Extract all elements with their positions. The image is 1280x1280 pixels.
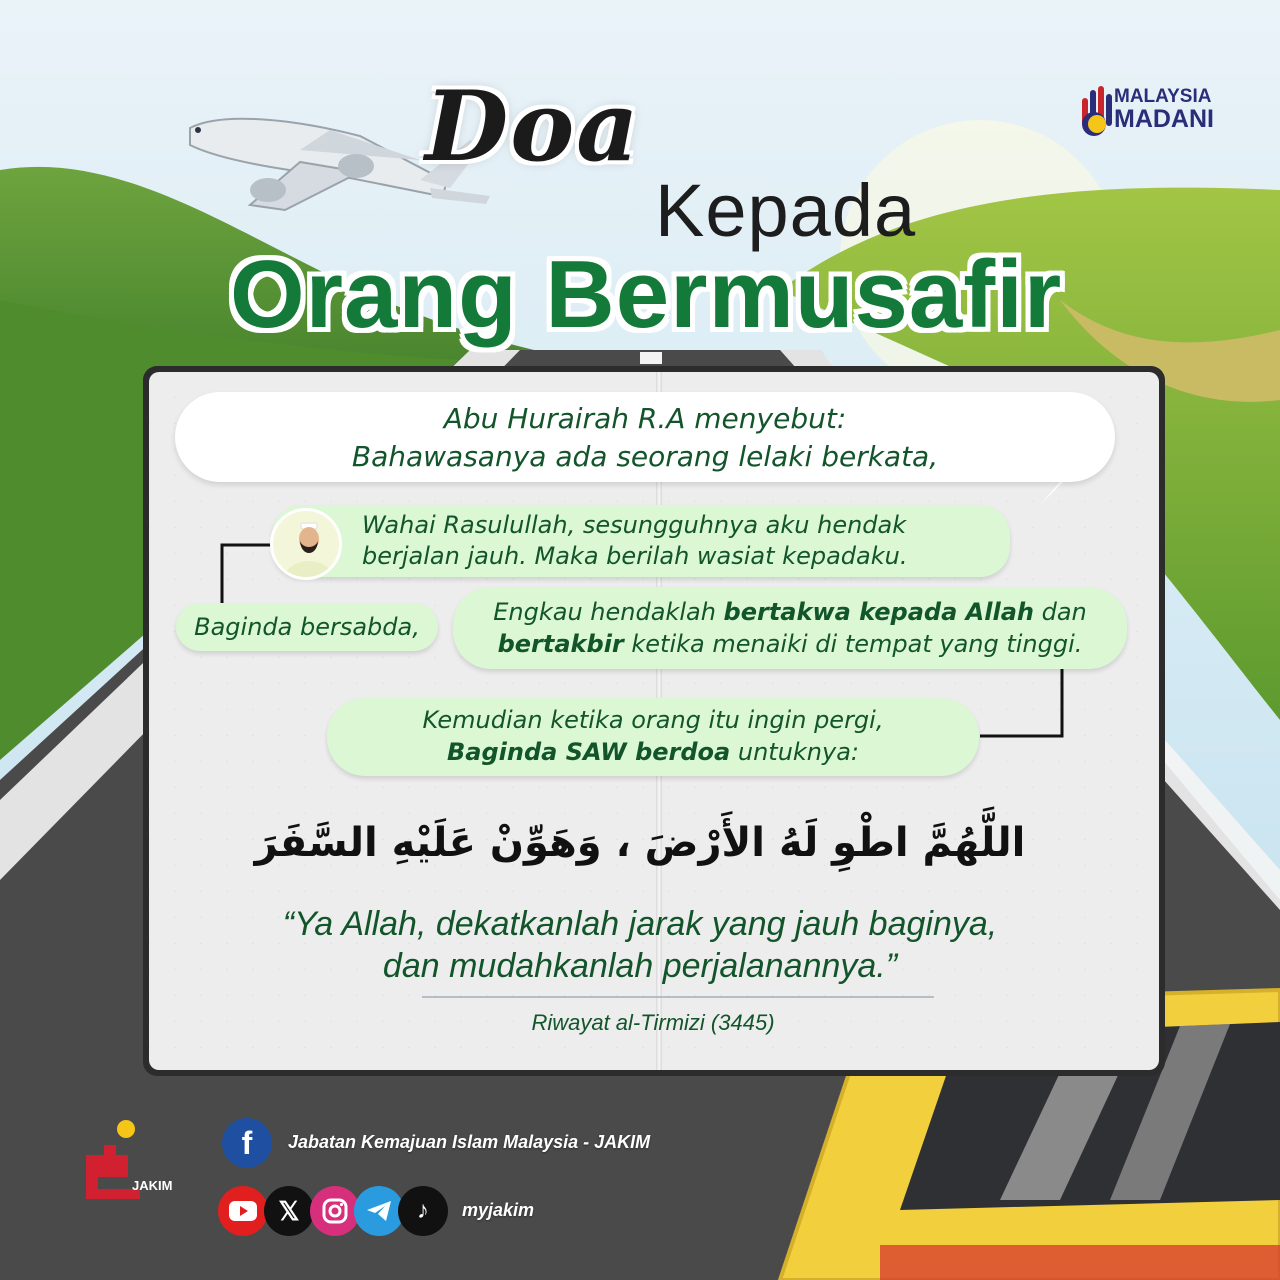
x-icon[interactable]: 𝕏 [264, 1186, 314, 1236]
narration-line2: Bahawasanya ada seorang lelaki berkata, [351, 440, 939, 473]
speech-text: dan [1033, 598, 1087, 626]
prophet-speech-bubble [453, 587, 1127, 669]
prophet-label-bubble: Baginda bersabda, [176, 603, 438, 651]
narration-bubble [175, 392, 1115, 482]
departure-bold-text: Baginda SAW berdoa [446, 738, 731, 766]
logo-line1: MALAYSIA [1114, 86, 1212, 107]
departure-bubble [327, 698, 979, 776]
speech-text: Engkau hendaklah [493, 598, 724, 626]
page-title: Orang Bermusafir [230, 241, 1063, 348]
translation-line2: dan mudahkanlah perjalanannya.” [382, 947, 898, 985]
instagram-icon[interactable] [310, 1186, 360, 1236]
speech-bold-text: bertakwa kepada Allah [723, 598, 1034, 626]
man-speech-line1: Wahai Rasulullah, sesungguhnya aku hendak [362, 511, 907, 539]
telegram-icon[interactable] [354, 1186, 404, 1236]
speech-bold-text: bertakbir [497, 630, 624, 658]
man-speech-bubble [272, 505, 1010, 577]
speech-text: ketika menaiki di tempat yang tinggi. [623, 630, 1083, 658]
man-avatar [270, 508, 342, 580]
departure-line1: Kemudian ketika orang itu ingin pergi, [422, 706, 884, 734]
doa-arabic-text: اللَّهُمَّ اطْوِ لَهُ الأَرْضَ ، وَهَوِّنْ عَلَيْهِ السَّفَرَ [254, 820, 1026, 866]
divider [422, 996, 934, 998]
facebook-page-link[interactable]: Jabatan Kemajuan Islam Malaysia - JAKIM [288, 1132, 651, 1152]
doa-translation [170, 903, 1110, 987]
youtube-icon[interactable] [218, 1186, 268, 1236]
departure-text: untuknya: [730, 738, 860, 766]
tiktok-icon[interactable]: ♪ [398, 1186, 448, 1236]
facebook-icon[interactable]: f [222, 1118, 272, 1168]
hadith-source: Riwayat al-Tirmizi (3445) [531, 1010, 775, 1035]
narration-line1: Abu Hurairah R.A menyebut: [443, 402, 847, 435]
logo-line2: MADANI [1114, 105, 1214, 133]
jakim-logo-label: JAKIM [132, 1178, 173, 1193]
title-kepada: Kepada [655, 169, 917, 252]
man-speech-line2: berjalan jauh. Maka berilah wasiat kepadaku. [362, 542, 908, 570]
social-handle[interactable]: myjakim [462, 1200, 535, 1220]
translation-line1: “Ya Allah, dekatkanlah jarak yang jauh baginya, [282, 905, 998, 943]
title-doa: Doa [425, 70, 641, 183]
